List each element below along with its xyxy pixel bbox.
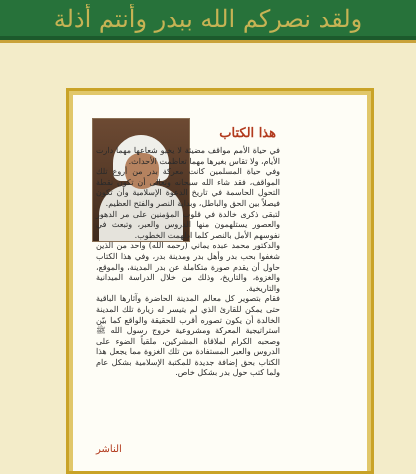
description-text: [96, 146, 280, 379]
paragraph-4: والدكتور محمد عبده يماني (رحمه الله) واحد من الذين شغفوا بحب بدر وأهل بدر ومدينة بدر، وفي هذا الكتاب حاول أن يقدم صورة متكاملة عن بدر المدينة، والموقع، والغزوة، والتاريخ، وذلك من خلال الدراسة الميدانية والتاريخية.: [96, 241, 280, 293]
top-banner: [0, 0, 416, 43]
publisher-label: الناشر: [96, 444, 122, 455]
paragraph-3: لتبقى ذكرى خالدة في قلوب المؤمنين على مر الدهور والعصور يستلهمون منها الدروس والعبر، وتبعث في نفوسهم الأمل بالنصر كلما ادلهمت الخطوب.: [96, 209, 280, 240]
paragraph-1: في حياة الأمم مواقف مضيئة لا يخبو شعاعها مهما دارت الأيام، ولا تقاس بغيرها مهما تعاظمت الأحداث.: [96, 146, 280, 166]
paragraph-5: فقام بتصوير كل معالم المدينة الحاضرة وآثارها الباقية حتى يمكن للقارئ الذي لم يتيسر له زيارة تلك المدينة الخالدة أن يكون تصوره أقرب للحقيقة والواقع كما بيّن استراتيجية المعركة ومشروعية خروج رسول الله ﷺ وصحبه الكرام لملاقاة المشركين، ملقياً الضوء على الدروس والعبر المستفادة من تلك الغزوة مما يجعل هذا الكتاب بحق إضافة جديدة للمكتبة الإسلامية بشكل عام ولما كتب حول بدر بشكل خاص.: [96, 294, 280, 378]
section-title: هذا الكتاب: [219, 126, 276, 141]
banner-calligraphy: ولقد نصركم الله ببدر وأنتم أذلة: [53, 5, 363, 33]
paragraph-2: وفي حياة المسلمين كانت معركة بدر من أروع تلك المواقف، فقد شاء الله سبحانه وتعالى أن تكون نقطة التحول الحاسمة في تاريخ الدعوة الإسلامية وأن تكون فيصلاً بين الحق والباطل، وبداية النصر والفتح العظيم.: [96, 167, 280, 208]
